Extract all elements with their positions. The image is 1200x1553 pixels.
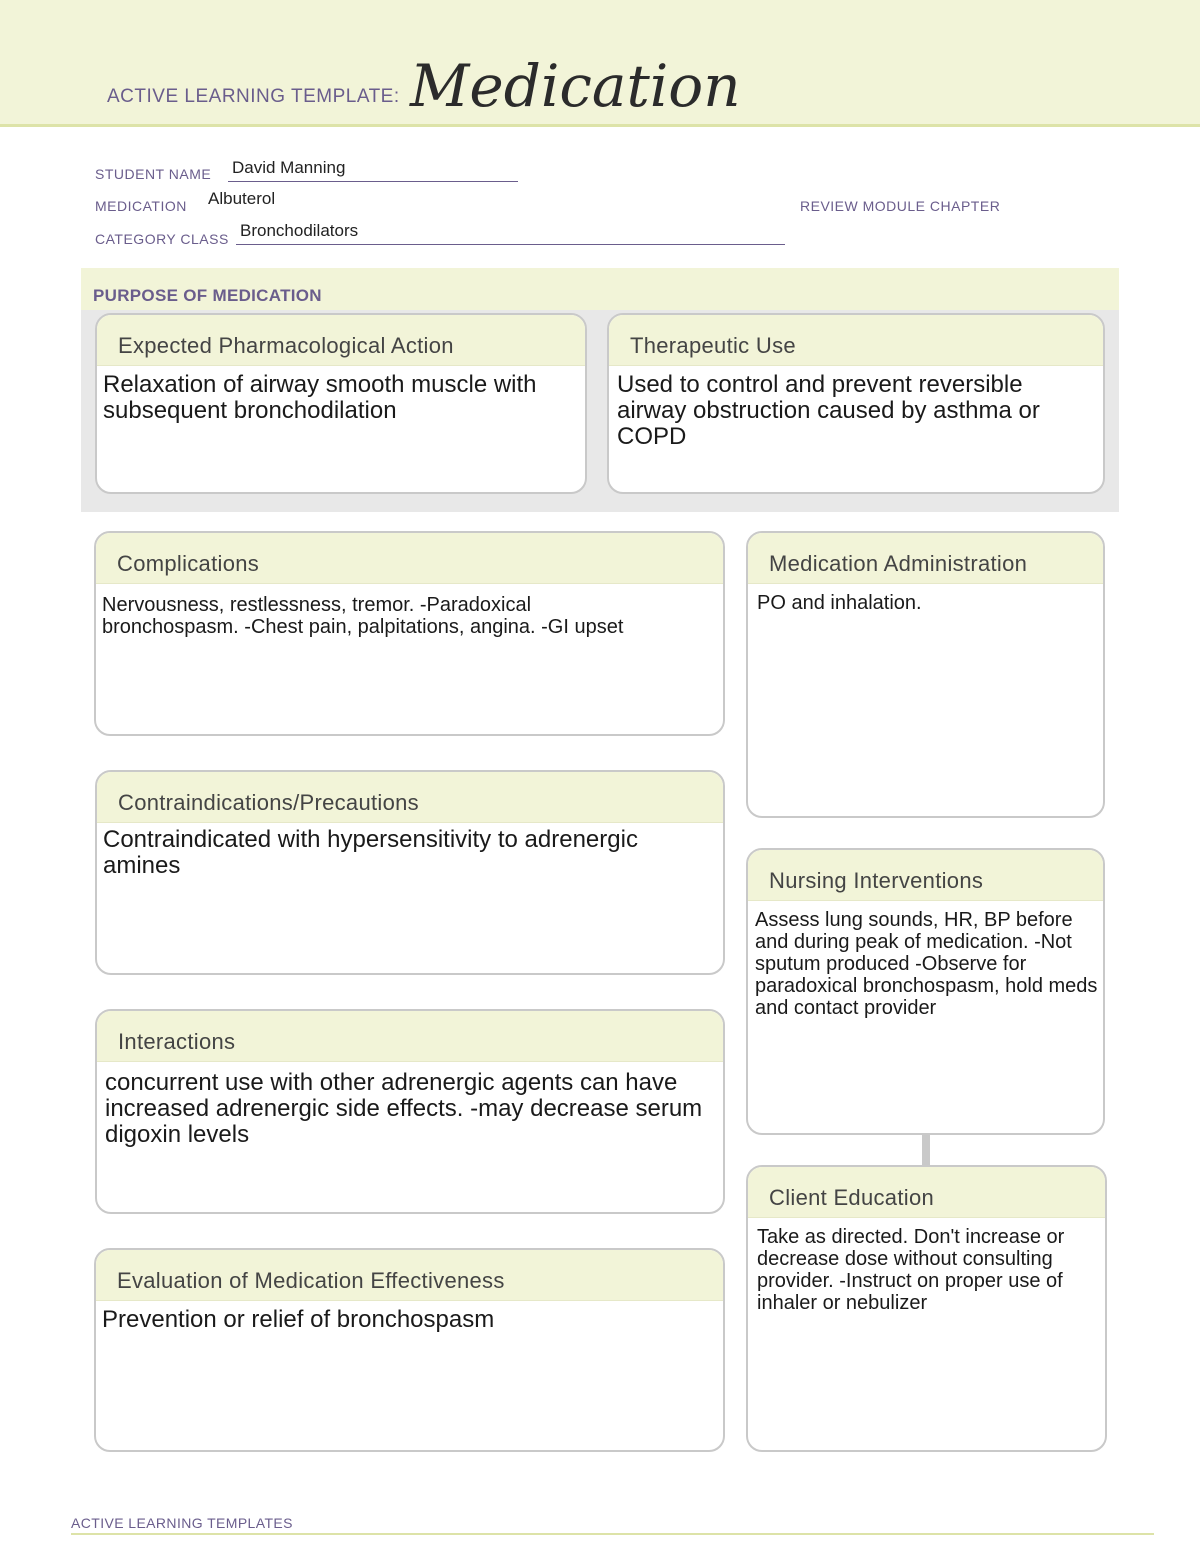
- review-module-label: REVIEW MODULE CHAPTER: [800, 198, 1001, 214]
- category-class-value[interactable]: Bronchodilators: [240, 221, 359, 240]
- template-title: Medication: [410, 52, 741, 120]
- administration-title: Medication Administration: [769, 551, 1028, 576]
- complications-text[interactable]: [96, 584, 723, 638]
- evaluation-text[interactable]: Prevention or relief of bronchospasm: [102, 1306, 495, 1333]
- therapeutic-use-header: [609, 315, 1103, 366]
- purpose-header: [81, 268, 1119, 310]
- nursing-title: Nursing Interventions: [769, 868, 984, 893]
- interactions-text[interactable]: concurrent use with other adrenergic agents can have increased adrenergic side effects. -may decrease serum digoxin levels: [105, 1069, 703, 1148]
- expected-action-header: [97, 315, 585, 366]
- interactions-title: Interactions: [118, 1029, 236, 1054]
- complications-line-1: Nervousness, restlessness, tremor. -Paradoxical: [102, 594, 532, 616]
- nursing-education-connector: [922, 1135, 930, 1165]
- interactions-card: [95, 1009, 725, 1214]
- administration-text[interactable]: PO and inhalation.: [757, 592, 922, 614]
- evaluation-title: Evaluation of Medication Effectiveness: [117, 1268, 505, 1293]
- nursing-header: [748, 850, 1103, 901]
- student-name-value[interactable]: David Manning: [232, 158, 346, 177]
- therapeutic-use-text[interactable]: Used to control and prevent reversible airway obstruction caused by asthma or COPD: [617, 371, 1040, 450]
- contraindications-card: [95, 770, 725, 975]
- contraindications-text[interactable]: Contraindicated with hypersensitivity to adrenergic amines: [103, 826, 638, 879]
- education-title: Client Education: [769, 1185, 935, 1210]
- nursing-text[interactable]: Assess lung sounds, HR, BP before and during peak of medication. -Not sputum produced -Observe for paradoxical bronchospasm, hold meds and contact provider: [755, 909, 1098, 1019]
- education-card: [746, 1165, 1107, 1452]
- complications-header: [96, 533, 723, 584]
- footer-line: [71, 1533, 1154, 1535]
- purpose-title: PURPOSE OF MEDICATION: [93, 286, 322, 305]
- complications-line-2: bronchospasm. -Chest pain, palpitations, angina. -GI upset: [102, 616, 624, 638]
- education-header: [748, 1167, 1105, 1218]
- administration-card: [746, 531, 1105, 818]
- complications-card: [94, 531, 725, 736]
- therapeutic-use-card: [607, 313, 1105, 494]
- medication-value[interactable]: Albuterol: [208, 189, 276, 208]
- nursing-card: [746, 848, 1105, 1135]
- category-class-underline: [236, 244, 785, 245]
- interactions-header: [97, 1011, 723, 1062]
- contraindications-header: [97, 772, 723, 823]
- education-text[interactable]: Take as directed. Don't increase or decrease dose without consulting provider. -Instruct on proper use of inhaler or nebulizer: [757, 1226, 1065, 1314]
- student-name-label: STUDENT NAME: [95, 166, 212, 182]
- contraindications-title: Contraindications/Precautions: [118, 790, 419, 815]
- student-name-underline: [228, 181, 518, 182]
- category-class-label: CATEGORY CLASS: [95, 231, 229, 247]
- evaluation-header: [96, 1250, 723, 1301]
- therapeutic-use-title: Therapeutic Use: [630, 333, 796, 358]
- template-label: ACTIVE LEARNING TEMPLATE:: [107, 86, 400, 107]
- footer-label: ACTIVE LEARNING TEMPLATES: [71, 1515, 293, 1531]
- expected-action-title: Expected Pharmacological Action: [118, 333, 454, 358]
- expected-action-text[interactable]: Relaxation of airway smooth muscle with subsequent bronchodilation: [103, 371, 537, 424]
- evaluation-card: [94, 1248, 725, 1452]
- expected-action-card: [95, 313, 587, 494]
- administration-header: [748, 533, 1103, 584]
- complications-title: Complications: [117, 551, 260, 576]
- medication-label: MEDICATION: [95, 198, 187, 214]
